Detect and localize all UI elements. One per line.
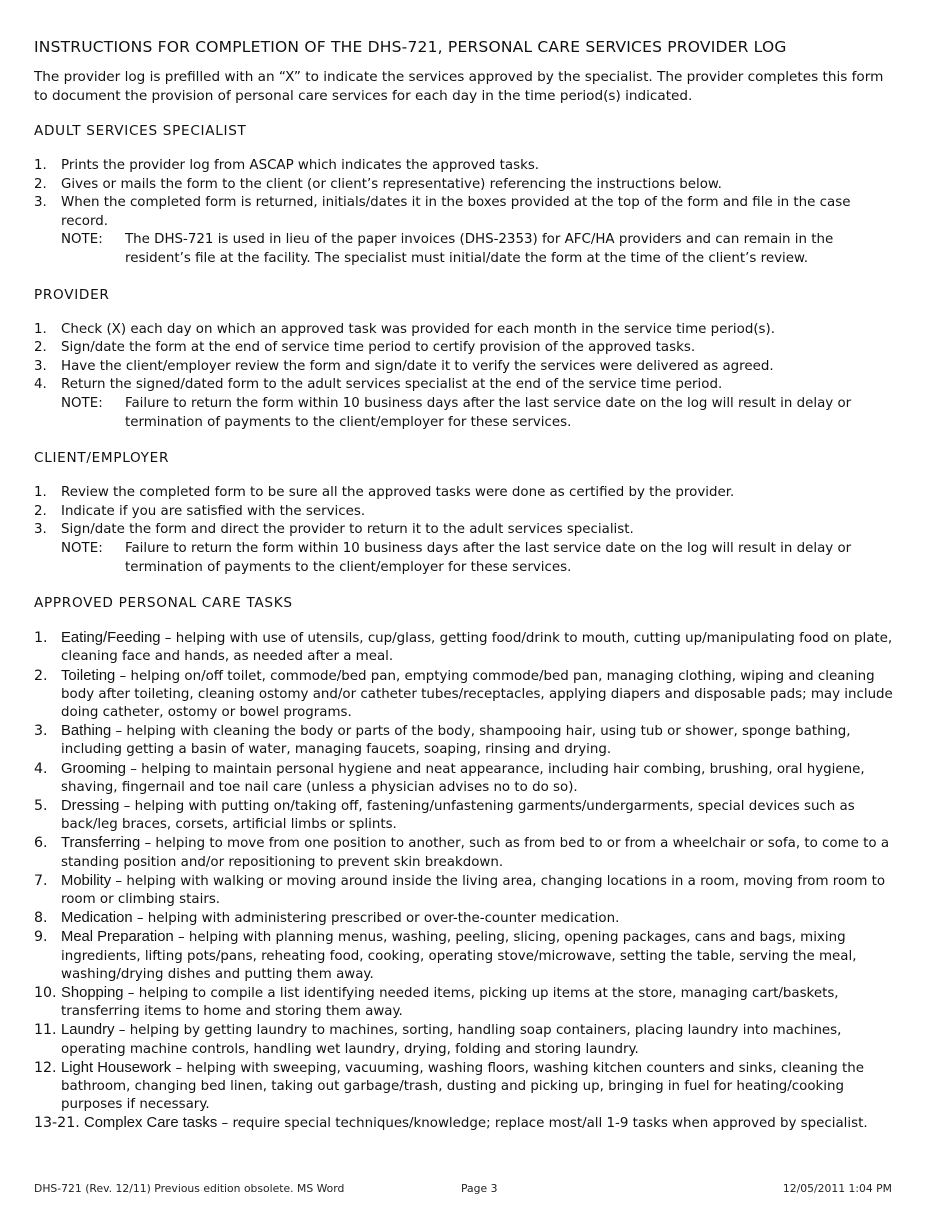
tasks-list [34, 629, 900, 1133]
task-item: 12. Light Housework – helping with sweeping, vacuuming, washing floors, washing kitchen counters and sinks, cleaning the bathroom, changing bed linen, taking out garbage/trash, dusting and picking up, bringing in fuel for heating/cooking purposes if necessary. [34, 1059, 864, 1113]
note-label: NOTE: [61, 540, 103, 556]
adult-services-heading: ADULT SERVICES SPECIALIST [34, 123, 247, 139]
note-text: The DHS-721 is used in lieu of the paper invoices (DHS-2353) for AFC/HA providers and can remain in the resident’s file at the facility. The specialist must initial/date the form at the time of the client’s review. [125, 232, 834, 266]
client-steps [34, 484, 900, 540]
task-item: 1. Eating/Feeding – helping with use of utensils, cup/glass, getting food/drink to mouth, cutting up/manipulating food on plate, cleaning face and hands, as needed after a meal. [34, 630, 893, 665]
provider-step: 3. Have the client/employer review the form and sign/date it to verify the services were delivered as agreed. [34, 358, 774, 374]
provider-step: 2. Sign/date the form at the end of service time period to certify provision of the approved tasks. [34, 340, 696, 356]
note-text: Failure to return the form within 10 business days after the last service date on the log will result in delay or termination of payments to the client/employer for these services. [125, 540, 852, 575]
note-label: NOTE: [61, 232, 103, 248]
adult-services-steps [34, 157, 900, 231]
task-item: 4. Grooming – helping to maintain personal hygiene and neat appearance, including hair combing, brushing, oral hygiene, shaving, fingernail and toe nail care (unless a physician advises no to do so). [34, 760, 865, 795]
document-page [34, 38, 900, 1134]
task-item: 9. Meal Preparation – helping with planning menus, washing, peeling, slicing, opening packages, cans and bags, mixing ingredients, lifting pots/pans, reheating food, cooking, operating stove/microwave, setting the table, serving the meal, washing/drying dishes and putting them away. [34, 929, 857, 982]
tasks-heading: APPROVED PERSONAL CARE TASKS [34, 595, 293, 612]
task-item: 10. Shopping – helping to compile a list identifying needed items, picking up items at the store, managing cart/baskets, transferring items to home and storing them away. [34, 984, 839, 1020]
client-step: 1. Review the completed form to be sure all the approved tasks were done as certified by the provider. [34, 485, 735, 501]
provider-step: 1. Check (X) each day on which an approved task was provided for each month in the service time period(s). [34, 321, 776, 337]
provider-steps [34, 321, 900, 395]
footer-page-number: Page 3 [461, 1182, 498, 1195]
task-item: 2. Toileting – helping on/off toilet, commode/bed pan, emptying commode/bed pan, managing clothing, wiping and cleaning body after toileting, cleaning ostomy and/or catheter tubes/receptacles, applying diapers and disposable pads; may include doing catheter, ostomy or bowel programs. [34, 667, 893, 720]
intro-paragraph: The provider log is prefilled with an “X” to indicate the services approved by the specialist. The provider completes this form to document the provision of personal care services for each day in the time period(s) indicated. [34, 69, 884, 104]
adult-services-step: 2. Gives or mails the form to the client (or client’s representative) referencing the instructions below. [34, 176, 722, 192]
document-title: INSTRUCTIONS FOR COMPLETION OF THE DHS-721, PERSONAL CARE SERVICES PROVIDER LOG [34, 38, 787, 56]
client-note [34, 540, 900, 577]
footer-timestamp: 12/05/2011 1:04 PM [782, 1182, 892, 1195]
task-item: 6. Transferring – helping to move from one position to another, such as from bed to or from a wheelchair or sofa, to come to a standing position and/or repositioning to prevent skin breakdown. [34, 835, 890, 870]
adult-services-step: 1. Prints the provider log from ASCAP which indicates the approved tasks. [34, 158, 540, 173]
client-heading: CLIENT/EMPLOYER [34, 450, 170, 467]
provider-heading: PROVIDER [34, 286, 110, 303]
task-item: 3. Bathing – helping with cleaning the body or parts of the body, shampooing hair, using tub or shower, sponge bathing, including getting a basin of water, managing faucets, soaping, rinsing and drying. [34, 723, 851, 758]
task-item: 7. Mobility – helping with walking or moving around inside the living area, changing locations in a room, moving from room to room or climbing stairs. [34, 872, 886, 907]
adult-services-step: 3. When the completed form is returned, initials/dates it in the boxes provided at the top of the form and file in the case record. [34, 195, 851, 229]
task-item: 8. Medication – helping with administering prescribed or over-the-counter medication. [34, 910, 620, 927]
note-label: NOTE: [61, 395, 103, 411]
task-item: 5. Dressing – helping with putting on/taking off, fastening/unfastening garments/undergarments, special devices such as back/leg braces, corsets, artificial limbs or splints. [34, 797, 855, 833]
note-text: Failure to return the form within 10 business days after the last service date on the log will result in delay or termination of payments to the client/employer for these services. [125, 395, 852, 430]
client-step: 2. Indicate if you are satisfied with the services. [34, 503, 366, 519]
provider-note [34, 395, 900, 432]
task-item: 11. Laundry – helping by getting laundry to machines, sorting, handling soap containers, placing laundry into machines, operating machine controls, handling wet laundry, drying, folding and storing laundry. [34, 1022, 842, 1057]
footer-form-id: DHS-721 (Rev. 12/11) Previous edition obsolete. MS Word [34, 1182, 345, 1195]
task-item-complex: 13-21. Complex Care tasks – require special techniques/knowledge; replace most/all 1-9 tasks when approved by specialist. [34, 1115, 868, 1132]
adult-services-note [34, 231, 900, 268]
client-step: 3. Sign/date the form and direct the provider to return it to the adult services specialist. [34, 522, 634, 538]
provider-step: 4. Return the signed/dated form to the adult services specialist at the end of the service time period. [34, 377, 723, 393]
